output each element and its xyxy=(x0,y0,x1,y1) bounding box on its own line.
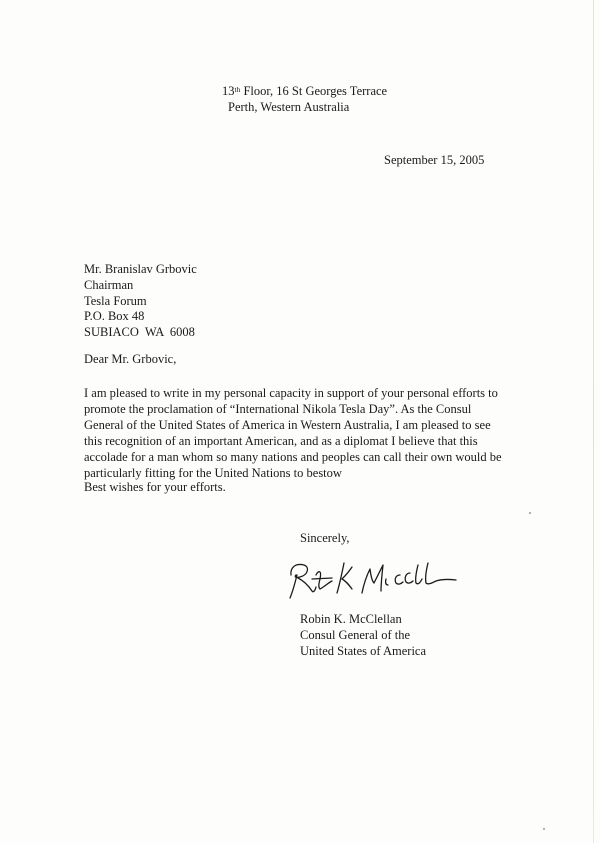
recipient-name: Mr. Branislav Grbovic xyxy=(84,262,197,276)
body-line: accolade for a man whom so many nations and peoples can call their own would be xyxy=(84,450,502,464)
scan-speck xyxy=(529,512,531,514)
body-line: particularly fitting for the United Nations to bestow xyxy=(84,466,342,480)
floor-number: 13 xyxy=(222,84,235,98)
signer-title-line1: Consul General of the xyxy=(300,628,411,642)
body-line: promote the proclamation of “International Nikola Tesla Day”. As the Consul xyxy=(84,402,472,416)
sender-address xyxy=(222,83,387,115)
handwritten-signature xyxy=(282,553,462,603)
body-paragraph xyxy=(84,385,502,481)
recipient-title: Chairman xyxy=(84,277,134,292)
signer-block xyxy=(300,611,426,659)
scan-edge-line xyxy=(593,0,594,843)
closing-wish: Best wishes for your efforts. xyxy=(84,480,226,494)
letter-date: September 15, 2005 xyxy=(384,153,485,167)
salutation: Dear Mr. Grbovic, xyxy=(84,352,177,366)
sender-street-line xyxy=(222,83,387,99)
sign-off: Sincerely, xyxy=(300,531,350,545)
scan-speck xyxy=(543,828,545,830)
signer-title-line2: United States of America xyxy=(300,644,427,658)
floor-suffix: th xyxy=(234,85,241,94)
sender-street: Floor, 16 St Georges Terrace xyxy=(243,84,388,98)
recipient-po-box: P.O. Box 48 xyxy=(84,309,145,324)
body-line: I am pleased to write in my personal capacity in support of your personal efforts to xyxy=(84,386,498,400)
recipient-address xyxy=(84,262,197,341)
recipient-city: SUBIACO WA 6008 xyxy=(84,325,195,340)
signer-name: Robin K. McClellan xyxy=(300,612,402,626)
body-line: this recognition of an important American, and as a diplomat I believe that this xyxy=(84,434,478,448)
sender-city: Perth, Western Australia xyxy=(228,100,350,114)
body-line: General of the United States of America in Western Australia, I am pleased to see xyxy=(84,418,491,432)
recipient-organization: Tesla Forum xyxy=(84,293,147,308)
